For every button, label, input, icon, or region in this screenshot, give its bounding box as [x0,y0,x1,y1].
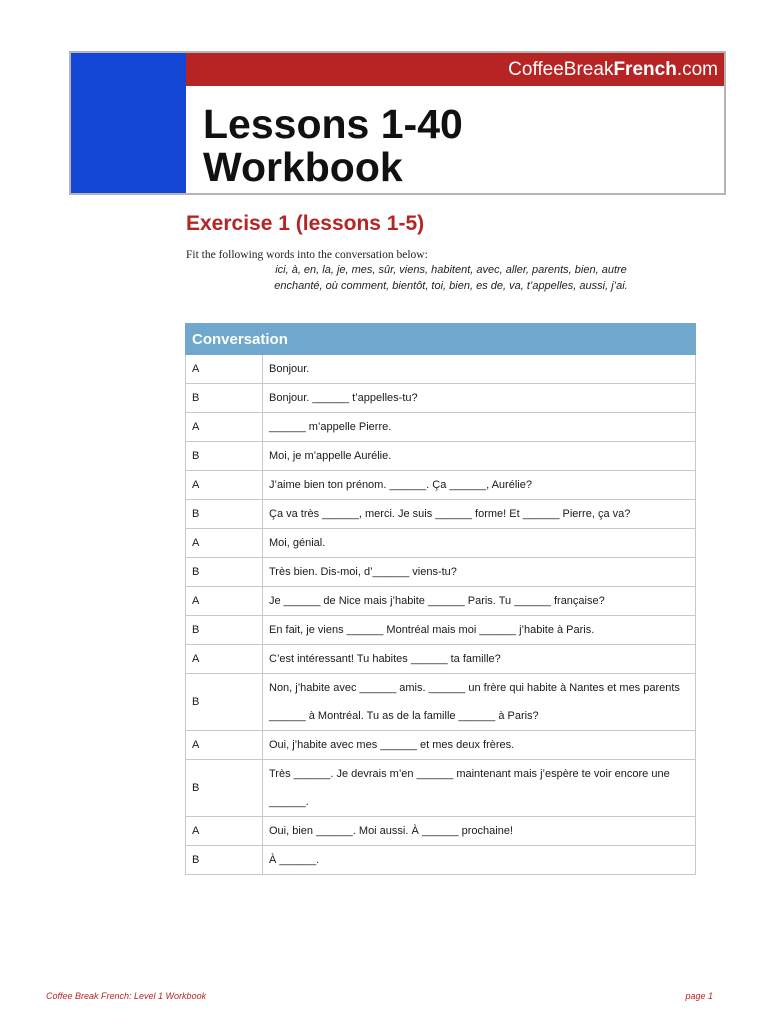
speaker-cell: B [186,674,263,731]
speaker-cell: A [186,587,263,616]
speaker-cell: B [186,616,263,645]
speaker-cell: B [186,846,263,875]
exercise-title: Exercise 1 (lessons 1-5) [186,212,425,235]
exercise-instructions: Fit the following words into the conversation below: [186,249,428,261]
dialogue-cell: Je ______ de Nice mais j’habite ______ Paris. Tu ______ française? [263,587,696,616]
dialogue-cell: À ______. [263,846,696,875]
table-row [186,645,696,674]
table-row [186,558,696,587]
brand-name-regular: CoffeeBreak [508,59,614,80]
dialogue-cell: Bonjour. [263,355,696,384]
speaker-cell: A [186,355,263,384]
speaker-cell: A [186,529,263,558]
speaker-cell: B [186,384,263,413]
header-banner [69,51,726,195]
brand-bar [186,53,724,86]
dialogue-cell: En fait, je viens ______ Montréal mais moi ______ j’habite à Paris. [263,616,696,645]
dialogue-cell: Oui, bien ______. Moi aussi. À ______ prochaine! [263,817,696,846]
dialogue-cell: Non, j’habite avec ______ amis. ______ un frère qui habite à Nantes et mes parents ______ à Montréal. Tu as de la famille ______ à Paris? [263,674,696,731]
speaker-cell: A [186,645,263,674]
table-row [186,674,696,731]
table-row [186,760,696,817]
table-header: Conversation [186,324,696,355]
dialogue-cell: C’est intéressant! Tu habites ______ ta famille? [263,645,696,674]
word-list-line-1: ici, à, en, la, je, mes, sûr, viens, habitent, avec, aller, parents, bien, autre [275,264,627,276]
speaker-cell: B [186,558,263,587]
footer-page-number: page 1 [685,991,713,1001]
table-row [186,529,696,558]
table-row [186,587,696,616]
speaker-cell: A [186,817,263,846]
brand-name-suffix: .com [676,59,718,80]
dialogue-cell: Oui, j’habite avec mes ______ et mes deux frères. [263,731,696,760]
table-row [186,413,696,442]
table-row [186,616,696,645]
speaker-cell: B [186,500,263,529]
conversation-table [185,323,696,875]
table-row [186,471,696,500]
speaker-cell: A [186,413,263,442]
table-row [186,442,696,471]
dialogue-cell: Moi, je m’appelle Aurélie. [263,442,696,471]
speaker-cell: B [186,760,263,817]
dialogue-cell: J’aime bien ton prénom. ______. Ça ______, Aurélie? [263,471,696,500]
table-row [186,846,696,875]
dialogue-cell: Ça va très ______, merci. Je suis ______ forme! Et ______ Pierre, ça va? [263,500,696,529]
table-row [186,731,696,760]
brand-name-bold: French [613,59,677,80]
workbook-title [203,103,463,189]
table-row [186,500,696,529]
title-line-1: Lessons 1-40 [203,101,463,147]
conversation-rows [186,355,696,875]
footer-workbook-label: Coffee Break French: Level 1 Workbook [46,991,207,1001]
table-row [186,817,696,846]
dialogue-cell: Très bien. Dis-moi, d’______ viens-tu? [263,558,696,587]
speaker-cell: A [186,471,263,500]
dialogue-cell: ______ m’appelle Pierre. [263,413,696,442]
dialogue-cell: Bonjour. ______ t’appelles-tu? [263,384,696,413]
speaker-cell: A [186,731,263,760]
table-row [186,355,696,384]
table-row [186,384,696,413]
speaker-cell: B [186,442,263,471]
blue-color-block [71,53,186,193]
word-list-line-2: enchanté, où comment, bientôt, toi, bien, es de, va, t’appelles, aussi, j’ai. [274,280,628,292]
dialogue-cell: Moi, génial. [263,529,696,558]
title-line-2: Workbook [203,144,403,190]
dialogue-cell: Très ______. Je devrais m’en ______ maintenant mais j’espère te voir encore une ______. [263,760,696,817]
